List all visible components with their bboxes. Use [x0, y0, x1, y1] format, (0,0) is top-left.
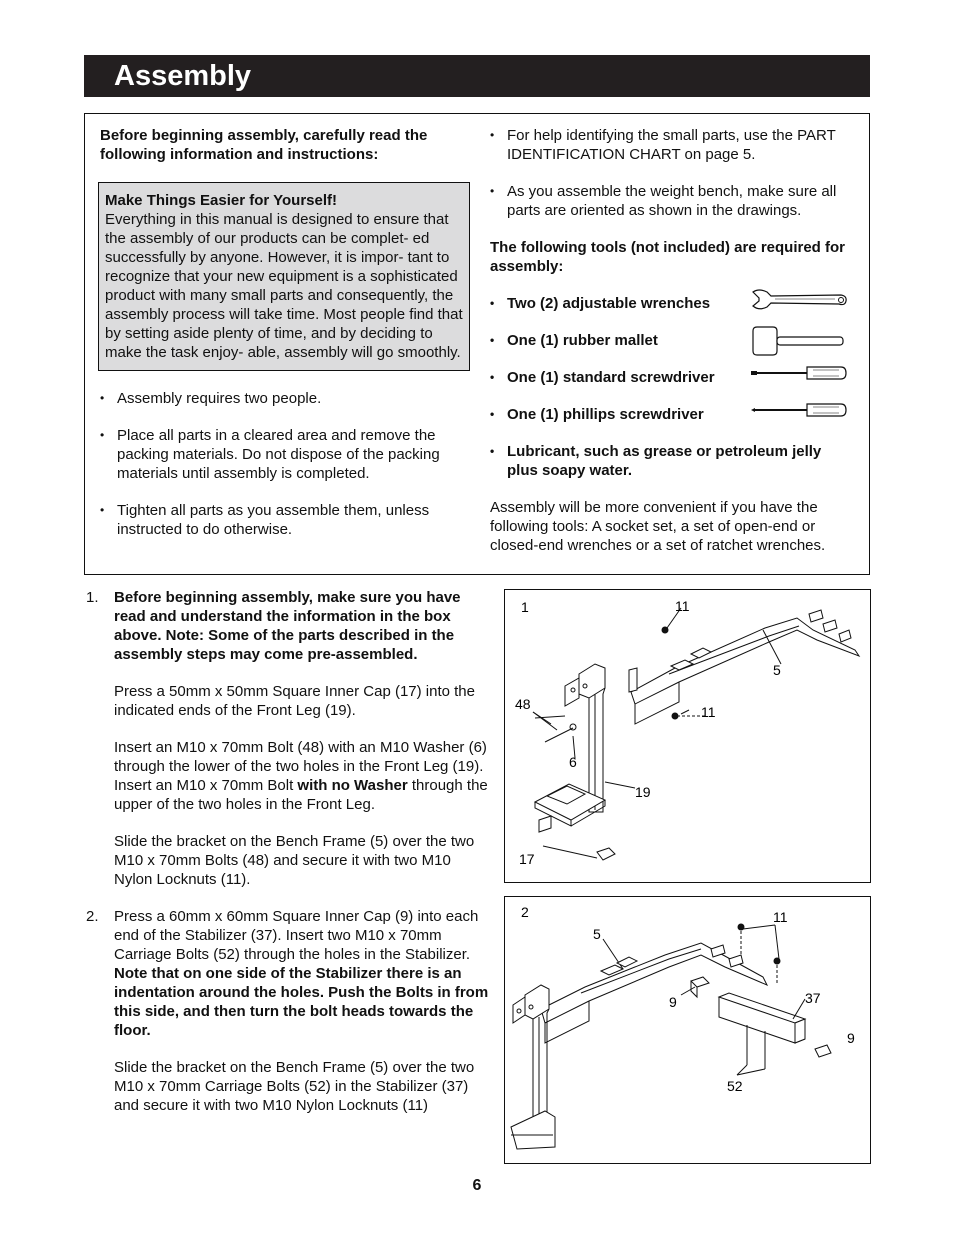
list-item: • Tighten all parts as you assemble them, unless instructed to do otherwise. [100, 501, 470, 539]
phillips-screwdriver-icon [749, 397, 849, 423]
instructions-left-column [100, 126, 470, 557]
convenience-text: Assembly will be more convenient if you have the following tools: A socket set, a set of open-end or closed-end wrenches or a set of ratchet wrenches. [490, 499, 826, 554]
tool-label: Two (2) adjustable wrenches [507, 295, 711, 312]
tool-item-standard-screwdriver [490, 368, 855, 387]
step-1-para-1: Press a 50mm x 50mm Square Inner Cap (17) into the indicated ends of the Front Leg (19). [114, 683, 475, 719]
instructions-right-column [490, 126, 855, 573]
callout-label: 5 [773, 662, 781, 678]
callout-label: 37 [805, 990, 821, 1006]
list-item: • Assembly requires two people. [100, 389, 470, 408]
diagram-step-1-drawing [505, 590, 870, 882]
text-run-bold: Note that on one side of the Stabilizer there is an indentation around the holes. Push the Bolts in from this side, and then turn the bolt heads towards the floor. [114, 965, 489, 1039]
step-2 [86, 907, 491, 1115]
step-1-para-2 [114, 738, 491, 814]
callout-label: 52 [727, 1078, 743, 1094]
text-run: through the upper of the two holes in the Front Leg. [114, 777, 488, 813]
callout-label: 11 [773, 909, 788, 925]
page-title: Assembly [114, 60, 252, 92]
tool-label: One (1) rubber mallet [507, 332, 658, 349]
step-1 [86, 588, 491, 889]
callout-label: 5 [593, 926, 601, 942]
diagram-step-1 [504, 589, 871, 883]
step-number: 2. [86, 908, 99, 925]
assembly-steps [86, 588, 491, 1133]
text-run-bold: with no Washer [297, 777, 408, 794]
step-number: 1. [86, 589, 99, 606]
diagram-step-2 [504, 896, 871, 1164]
text-run: Insert an M10 x 70mm Bolt (48) with an M10 Washer (6) through the lower of the two holes in the Front Leg (19). Insert an M10 x 70mm Bolt [114, 739, 487, 794]
diagram-step-number: 2 [521, 904, 529, 920]
list-item: • For help identifying the small parts, use the PART IDENTIFICATION CHART on page 5. [490, 126, 855, 164]
diagram-step-2-drawing [505, 897, 870, 1163]
wrench-icon [749, 286, 849, 312]
list-item: • Place all parts in a cleared area and remove the packing materials. Do not dispose of the packing materials until assembly is completed. [100, 426, 470, 483]
mallet-icon [749, 323, 849, 359]
right-bullet-list [490, 126, 855, 220]
callout-label: 9 [847, 1030, 855, 1046]
left-bullet-list [100, 389, 470, 539]
easier-title: Make Things Easier for Yourself! [105, 192, 338, 209]
flat-screwdriver-icon [749, 360, 849, 386]
callout-label: 17 [519, 851, 535, 867]
tool-item-wrenches [490, 294, 855, 313]
tool-label: One (1) phillips screwdriver [507, 406, 704, 423]
section-title-bar [84, 55, 870, 97]
tools-heading: The following tools (not included) are required for assembly: [490, 239, 845, 275]
diagram-step-number: 1 [521, 599, 529, 615]
step-1-intro: Before beginning assembly, make sure you have read and understand the information in the box above. Note: Some of the parts described in the assembly steps may come pre-assembled. [114, 589, 461, 663]
make-things-easier-box [98, 182, 470, 371]
intro-text: Before beginning assembly, carefully read the following information and instructions: [100, 127, 428, 163]
step-2-para-2: Slide the bracket on the Bench Frame (5) over the two M10 x 70mm Carriage Bolts (52) in the Stabilizer (37) and secure it with two M10 Nylon Locknuts (11) [114, 1059, 475, 1114]
easier-body: Everything in this manual is designed to ensure that the assembly of our products can be complet- ed successfully by anyone. However, it is impor- tant to recognize that your new equipment is a sophisticated product with many small parts and consequently, the assembly process will take time. Most people find that by setting aside plenty of time, and by deciding to make the task enjoy- able, assembly will go smoothly. [105, 211, 463, 361]
lubricant-item: • Lubricant, such as grease or petroleum jelly plus soapy water. [490, 442, 855, 480]
step-2-para-1 [114, 907, 491, 1040]
callout-label: 9 [669, 994, 677, 1010]
page-number: 6 [472, 1177, 482, 1194]
callout-label: 11 [675, 598, 690, 614]
callout-label: 6 [569, 754, 577, 770]
text-run: Press a 60mm x 60mm Square Inner Cap (9) into each end of the Stabilizer (37). Insert two M10 x 70mm Carriage Bolts (52) through the holes in the Stabilizer. [114, 908, 479, 963]
callout-label: 48 [515, 696, 531, 712]
tools-list [490, 294, 855, 480]
step-1-para-3: Slide the bracket on the Bench Frame (5) over the two M10 x 70mm Bolts (48) and secure it with two M10 Nylon Locknuts (11). [114, 833, 475, 888]
list-item: • As you assemble the weight bench, make sure all parts are oriented as shown in the drawings. [490, 182, 855, 220]
callout-label: 19 [635, 784, 651, 800]
callout-label: 11 [701, 704, 716, 720]
tool-label: One (1) standard screwdriver [507, 369, 715, 386]
tool-item-mallet [490, 331, 855, 350]
tool-item-phillips-screwdriver [490, 405, 855, 424]
